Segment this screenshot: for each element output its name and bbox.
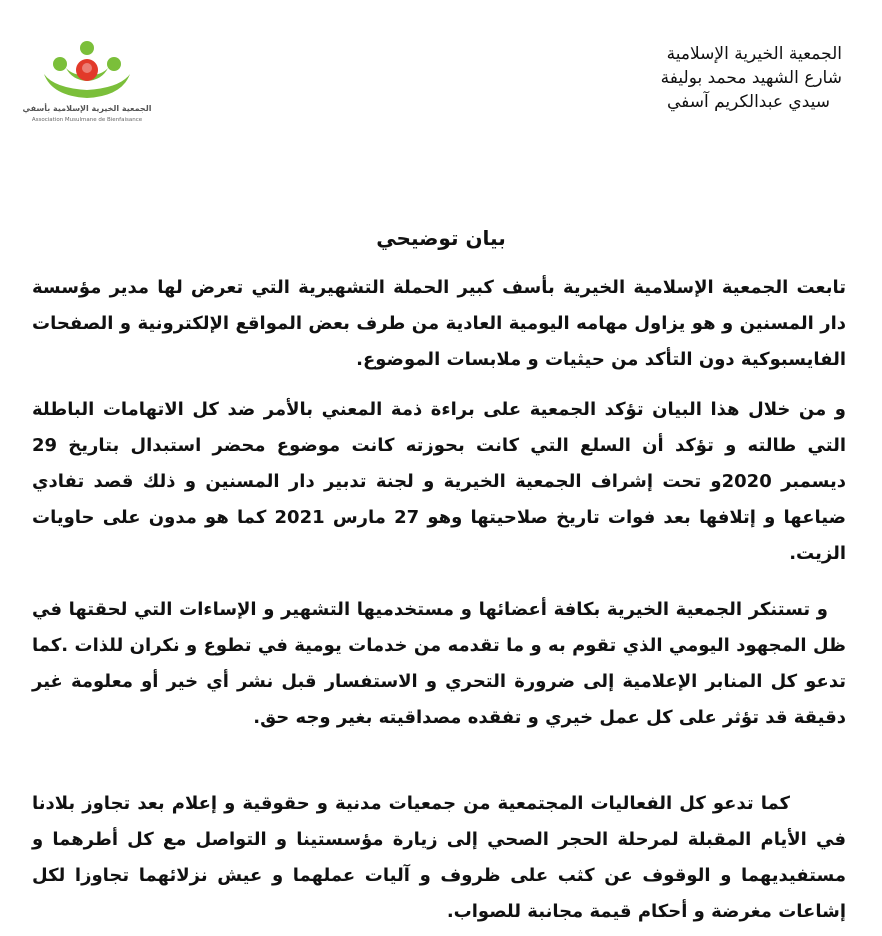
paragraph-2: و من خلال هذا البيان تؤكد الجمعية على براءة ذمة المعني بالأمر ضد كل الاتهامات الباطلة التي طالته و تؤكد أن السلع التي كانت بحوزته كانت موضوع محضر استبدال بتاريخ 29 ديسمبر 2020و تحت إشراف الجمعية الخيرية و لجنة تدبير دار المسنين و ذلك قصد تفادي ضياعها و إتلافها بعد فوات تاريخ صلاحيتها وهو 27 مارس 2021 كما هو مدون على حاويات الزيت. bbox=[32, 399, 846, 564]
paragraph-4: كما تدعو كل الفعاليات المجتمعية من جمعيات مدنية و حقوقية و إعلام بعد تجاوز بلادنا في الأيام المقبلة لمرحلة الحجر الصحي إلى زيارة مؤسستينا و التواصل مع كل أطرهما و مستفيديهما و الوقوف عن كثب على ظروف و آليات عملهما و عيش نزلائهما تجاوزا لكل إشاعات مغرضة و أحكام قيمة مجانبة للصواب. bbox=[32, 793, 846, 922]
sender-address bbox=[562, 42, 842, 114]
address-line-street: شارع الشهيد محمد بوليفة bbox=[660, 68, 842, 88]
logo-french-name: Association Musulmane de Bienfaisance bbox=[31, 117, 143, 123]
charity-logo-icon bbox=[22, 38, 152, 102]
logo-arabic-name: الجمعية الخيرية الإسلامية بأسفي bbox=[22, 104, 152, 113]
address-line-district: سيدي عبدالكريم آسفي bbox=[666, 92, 830, 112]
paragraph-1: تابعت الجمعية الإسلامية الخيرية بأسف كبير الحملة التشهيرية التي تعرض لها مدير مؤسسة دار المسنين و هو يزاول مهامه اليومية العادية من طرف بعض المواقع الإلكترونية و الصفحات الفايسبوكية دون التأكد من حيثيات و ملابسات الموضوع. bbox=[32, 277, 846, 370]
address-line-organization: الجمعية الخيرية الإسلامية bbox=[666, 44, 842, 64]
paragraph-3: و تستنكر الجمعية الخيرية بكافة أعضائها و مستخدميها التشهير و الإساءات التي لحقتها في ظل المجهود اليومي الذي تقوم به و ما تقدمه من خدمات يومية في تطوع و نكران للذات .كما تدعو كل المنابر الإعلامية إلى ضرورة التحري و الاستفسار قبل نشر أي خير أو معلومة غير دقيقة قد تؤثر على كل عمل خيري و تفقده مصداقيته بغير وجه حق. bbox=[32, 599, 846, 728]
logo bbox=[22, 38, 152, 128]
document-title: بيان توضيحي bbox=[376, 226, 506, 250]
